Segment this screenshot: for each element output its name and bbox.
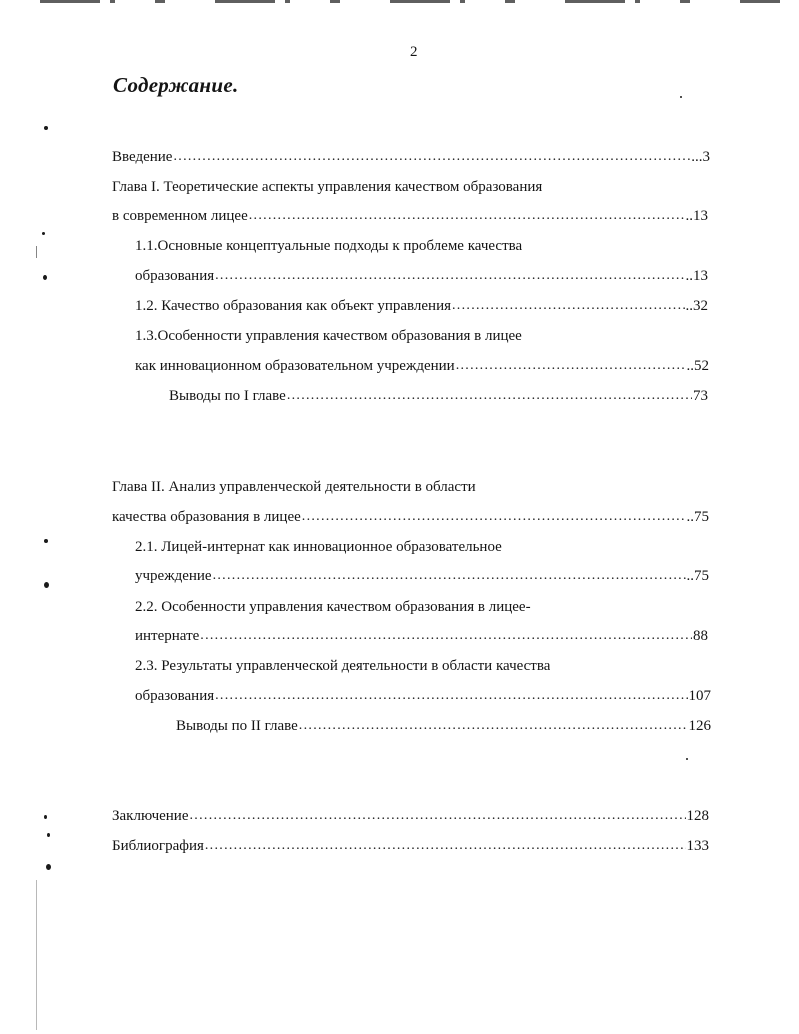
toc-page-number: 88: [693, 628, 708, 644]
scan-speck: [43, 275, 47, 280]
toc-label: Библиография: [112, 838, 204, 854]
scan-margin-mark: [36, 246, 37, 258]
toc-label: учреждение: [135, 568, 212, 584]
toc-chapter1-heading: Глава I. Теоретические аспекты управления качеством образования: [112, 179, 543, 195]
toc-leader-dots: [287, 386, 692, 406]
toc-page-number: ..52: [686, 358, 709, 374]
toc-leader-dots: [299, 716, 688, 736]
toc-entry-section-2-1: [135, 566, 709, 586]
toc-entry-chapter2: [112, 507, 709, 527]
toc-label: в современном лицее: [112, 208, 248, 224]
toc-label: 1.2. Качество образования как объект управления: [135, 298, 451, 314]
toc-entry-section-1-2: [135, 296, 708, 316]
toc-leader-dots: [213, 566, 686, 586]
toc-leader-dots: [215, 266, 684, 286]
toc-label: Заключение: [112, 808, 189, 824]
toc-section-2-2-heading: 2.2. Особенности управления качеством образования в лицее-: [135, 599, 531, 615]
toc-section-1-3-heading: 1.3.Особенности управления качеством образования в лицее: [135, 328, 522, 344]
page-title: Содержание.: [113, 73, 239, 97]
toc-page-number: ..75: [686, 509, 709, 525]
toc-leader-dots: [452, 296, 685, 316]
toc-leader-dots: [205, 836, 686, 856]
toc-label: как инновационном образовательном учреждении: [135, 358, 455, 374]
toc-page-number: ..13: [685, 208, 708, 224]
toc-page-number: 73: [693, 388, 708, 404]
toc-page-number: 133: [686, 838, 709, 854]
toc-entry-intro: [112, 147, 710, 167]
toc-label: образования: [135, 688, 215, 704]
toc-leader-dots: [456, 356, 686, 376]
toc-entry-chapter2-conclusions: [176, 716, 711, 736]
toc-label: Введение: [112, 149, 173, 165]
toc-label: образования: [135, 268, 215, 284]
toc-page-number: 128: [686, 808, 709, 824]
scan-speck: [44, 539, 48, 543]
toc-entry-section-2-2: [135, 626, 708, 646]
scan-edge-artifact: [40, 0, 780, 3]
scan-speck: [686, 758, 688, 760]
toc-page-number: ..13: [685, 268, 708, 284]
toc-entry-conclusion: [112, 806, 709, 826]
toc-page-number: ...3: [691, 149, 710, 165]
toc-label: качества образования в лицее: [112, 509, 301, 525]
toc-entry-section-1-3: [135, 356, 709, 376]
toc-page-number: 126: [688, 718, 711, 734]
toc-leader-dots: [190, 806, 686, 826]
toc-section-2-1-heading: 2.1. Лицей-интернат как инновационное образовательное: [135, 539, 502, 555]
toc-entry-chapter1: [112, 206, 708, 226]
toc-entry-chapter1-conclusions: [169, 386, 708, 406]
toc-entry-section-2-3: [135, 686, 711, 706]
toc-page-number: 107: [688, 688, 711, 704]
toc-label: интернате: [135, 628, 200, 644]
toc-chapter2-heading: Глава II. Анализ управленческой деятельности в области: [112, 479, 476, 495]
toc-page-number: ..32: [685, 298, 708, 314]
scan-speck: [47, 833, 50, 837]
toc-page-number: ..75: [686, 568, 709, 584]
toc-leader-dots: [200, 626, 692, 646]
scan-speck: [680, 96, 682, 98]
toc-section-1-1-heading: 1.1.Основные концептуальные подходы к проблеме качества: [135, 238, 523, 254]
toc-label: Выводы по I главе: [169, 388, 286, 404]
scan-speck: [46, 864, 51, 870]
toc-section-2-3-heading: 2.3. Результаты управленческой деятельности в области качества: [135, 658, 551, 674]
scan-speck: [42, 232, 45, 235]
toc-leader-dots: [215, 686, 687, 706]
scan-speck: [44, 815, 47, 819]
scan-margin-mark: [36, 880, 37, 1030]
scan-speck: [44, 582, 49, 588]
toc-leader-dots: [249, 206, 685, 226]
toc-leader-dots: [173, 147, 690, 167]
page-number: 2: [410, 44, 418, 60]
toc-entry-section-1-1: [135, 266, 708, 286]
toc-label: Выводы по II главе: [176, 718, 298, 734]
scan-speck: [44, 126, 48, 130]
toc-entry-bibliography: [112, 836, 709, 856]
toc-leader-dots: [302, 507, 686, 527]
